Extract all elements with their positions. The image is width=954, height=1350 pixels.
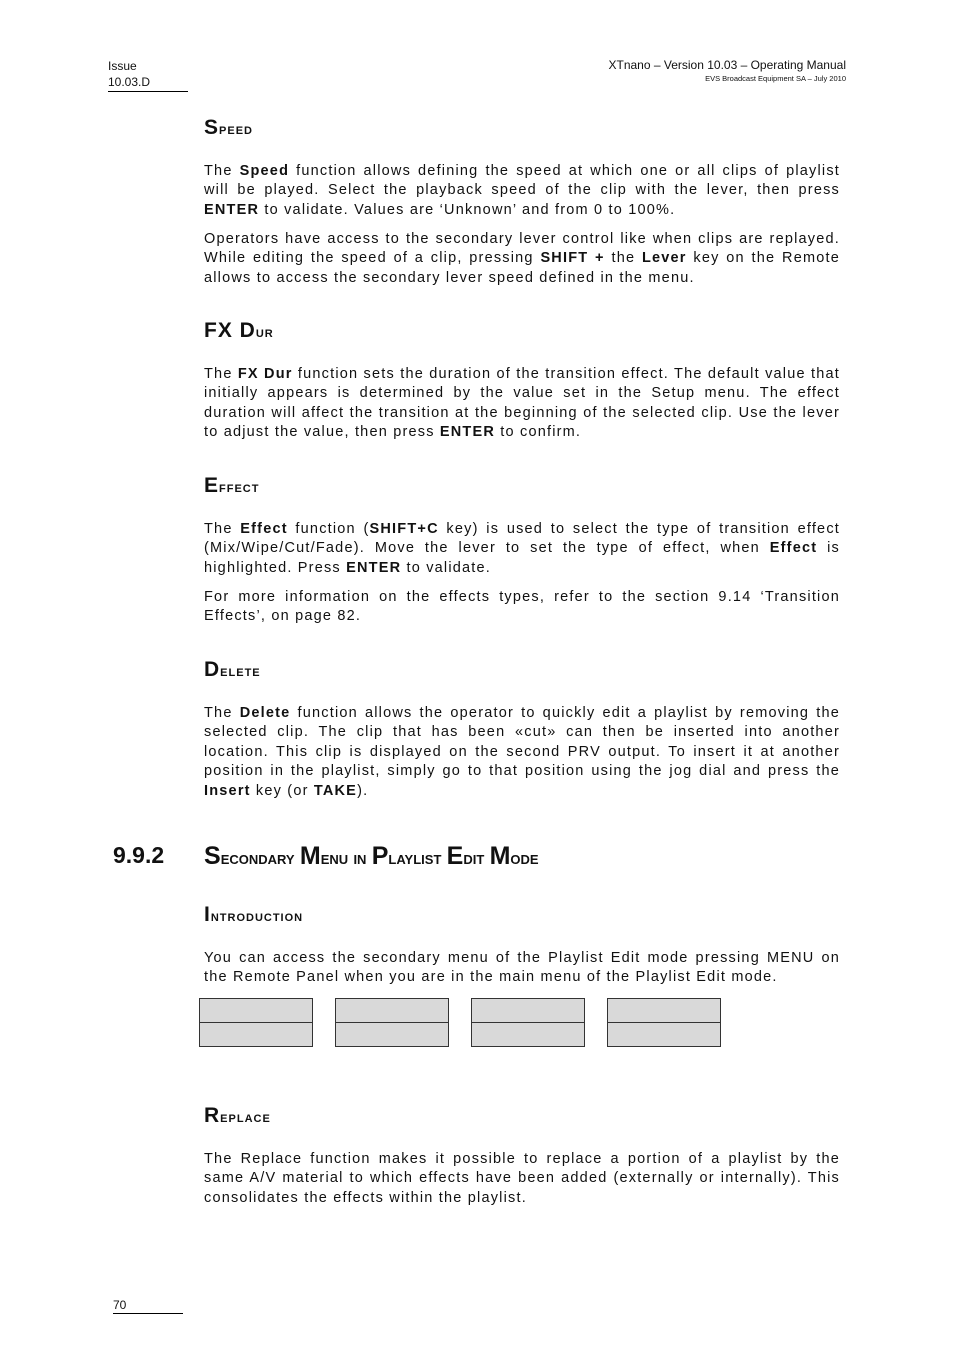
speed-paragraph-1: The Speed function allows defining the speed at which one or all clips of playlist will be played. Select the playback speed of the clip with the lever, then press ENTER to validate. Values are ‘Unknown’ and from 0 to 100%. bbox=[204, 163, 840, 218]
page-number: 70 bbox=[113, 1297, 183, 1314]
issue-label: Issue bbox=[108, 59, 137, 73]
menu-cell bbox=[199, 998, 313, 1023]
heading-replace: Replace bbox=[204, 1104, 271, 1127]
menu-column-2 bbox=[335, 998, 449, 1047]
menu-cell bbox=[335, 1023, 449, 1047]
fxdur-paragraph-1: The FX Dur function sets the duration of the transition effect. The default value that initially appears is determined by the value set in the Setup menu. The effect duration will affect the transition at the beginning of the selected clip. Use the lever to adjust the value, then press ENTER to confirm. bbox=[204, 366, 840, 441]
heading-effect: Effect bbox=[204, 474, 260, 497]
document-title: XTnano – Version 10.03 – Operating Manual bbox=[608, 58, 846, 72]
introduction-paragraph-1: You can access the secondary menu of the Playlist Edit mode pressing MENU on the Remote Panel when you are in the main menu of the Playlist Edit mode. bbox=[204, 950, 840, 986]
menu-cell bbox=[607, 1023, 721, 1047]
menu-cell bbox=[471, 1023, 585, 1047]
effect-paragraph-2: For more information on the effects types, refer to the section 9.14 ‘Transition Effects’, on page 82. bbox=[204, 589, 840, 625]
speed-paragraph-2: Operators have access to the secondary lever control like when clips are replayed. While editing the speed of a clip, pressing SHIFT + the Lever key on the Remote allows to access the secondary lever speed defined in the menu. bbox=[204, 231, 840, 286]
menu-column-4 bbox=[607, 998, 721, 1047]
section-title-secondary-menu: Secondary Menu in Playlist Edit Mode bbox=[204, 842, 539, 870]
effect-paragraph-1: The Effect function (SHIFT+C key) is used to select the type of transition effect (Mix/Wipe/Cut/Fade). Move the lever to set the type of effect, when Effect is highlighted. Press ENTER to validate. bbox=[204, 521, 840, 576]
heading-speed: Speed bbox=[204, 116, 253, 139]
delete-paragraph-1: The Delete function allows the operator to quickly edit a playlist by removing the selected clip. The clip that has been «cut» can then be inserted into another location. This clip is displayed on the second PRV output. To insert it at another position in the playlist, simply go to that position using the jog dial and press the Insert key (or TAKE). bbox=[204, 705, 840, 799]
header-title-block bbox=[609, 58, 847, 84]
section-number: 9.9.2 bbox=[113, 842, 165, 868]
heading-fx-dur: FX Dur bbox=[204, 319, 274, 342]
heading-introduction: Introduction bbox=[204, 903, 304, 926]
header-issue bbox=[108, 58, 188, 92]
replace-paragraph-1: The Replace function makes it possible to replace a portion of a playlist by the same A/V material to which effects have been added (externally or internally). This consolidates the effects within the playlist. bbox=[204, 1151, 840, 1206]
menu-column-3 bbox=[471, 998, 585, 1047]
menu-cell bbox=[471, 998, 585, 1023]
menu-cell bbox=[607, 998, 721, 1023]
issue-value: 10.03.D bbox=[108, 75, 151, 89]
document-subtitle: EVS Broadcast Equipment SA – July 2010 bbox=[705, 74, 846, 83]
menu-cell bbox=[199, 1023, 313, 1047]
menu-cell bbox=[335, 998, 449, 1023]
menu-column-1 bbox=[199, 998, 313, 1047]
heading-delete: Delete bbox=[204, 658, 261, 681]
